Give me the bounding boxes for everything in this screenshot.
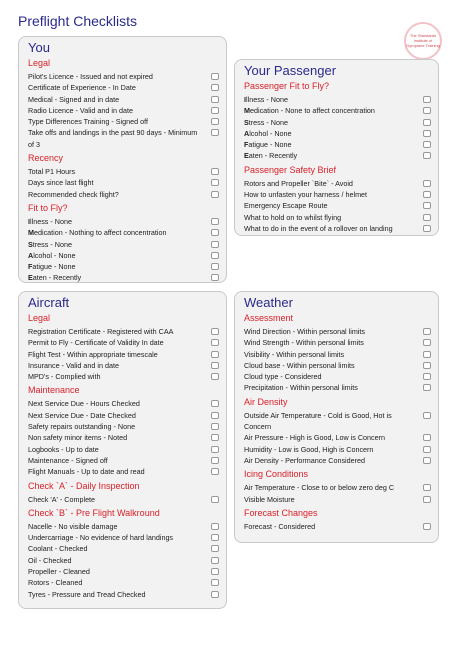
checkbox[interactable] [423, 446, 431, 453]
checkbox[interactable] [423, 328, 431, 335]
checklist-item-label [28, 239, 211, 250]
item-text: edication - Nothing to affect concentration [34, 228, 167, 238]
item-text: Medical - Signed and in date [28, 94, 120, 104]
checklist-item [244, 212, 431, 223]
checklist-item-label [244, 521, 423, 532]
checklist-item-label [28, 360, 211, 371]
checklist-item [28, 360, 219, 371]
item-text: Humidity - Low is Good, High is Concern [244, 444, 374, 454]
checklist-item [28, 177, 219, 188]
item-text: Radio Licence - Valid and in date [28, 105, 133, 115]
item-text: MPD's - Complied with [28, 372, 101, 382]
panel-title: Weather [244, 295, 293, 310]
section-heading: Check `A` - Daily Inspection [28, 480, 140, 491]
item-text: Undercarriage - No evidence of hard landings [28, 533, 174, 543]
item-text: Visible Moisture [244, 494, 295, 504]
checklist-item-label [244, 128, 423, 139]
checklist-item-label [244, 371, 423, 382]
section-heading: Forecast Changes [244, 507, 318, 518]
section-heading: Air Density [244, 396, 288, 407]
checklist-item [244, 150, 431, 161]
checklist-item [28, 189, 219, 200]
checklist-item-label [28, 326, 211, 337]
checklist-item [28, 455, 219, 466]
mnemonic-letter: M [28, 228, 34, 238]
checkbox[interactable] [211, 218, 219, 225]
checklist-item [28, 239, 219, 250]
item-text: atigue - None [32, 262, 76, 272]
checkbox[interactable] [423, 523, 431, 530]
checklist-item [28, 577, 219, 588]
checklist-item [244, 94, 431, 105]
checklist-item [28, 82, 219, 93]
checklist-item [244, 494, 431, 505]
checklist-item-label [244, 105, 423, 116]
checklist-item-label [28, 127, 211, 150]
checklist-item [28, 521, 219, 532]
checklist-item-label [244, 189, 423, 200]
checklist-item-label [244, 223, 423, 234]
checklist-item-label [28, 349, 211, 360]
checklist-item [28, 261, 219, 272]
checklist-item [244, 444, 431, 455]
checkbox[interactable] [211, 400, 219, 407]
checklist-item-label [28, 261, 211, 272]
mnemonic-letter: A [28, 250, 34, 260]
checkbox[interactable] [423, 362, 431, 369]
section-heading: Passenger Safety Brief [244, 164, 337, 175]
checklist-item [28, 532, 219, 543]
item-text: Outside Air Temperature - Cold is Good, Hot is Concern [244, 410, 392, 432]
checklist-item [244, 410, 431, 433]
checkbox[interactable] [211, 229, 219, 236]
checklist-item-label [28, 371, 211, 382]
checkbox[interactable] [211, 263, 219, 270]
checklist-item-label [28, 116, 211, 127]
checkbox[interactable] [211, 523, 219, 530]
checklist-item [28, 410, 219, 421]
panel-title: Aircraft [28, 295, 70, 310]
checklist-item-label [28, 71, 211, 82]
checklist-item-label [244, 200, 423, 211]
checklist-item [244, 223, 431, 234]
item-text: lcohol - None [249, 128, 292, 138]
item-text: lcohol - None [33, 250, 76, 260]
panel-title: Your Passenger [244, 63, 337, 78]
checklist-item [28, 543, 219, 554]
item-text: Nacelle - No visible damage [28, 521, 118, 531]
item-text: Next Service Due - Date Checked [28, 410, 136, 420]
section-heading: Legal [28, 58, 51, 68]
checklist-item-label [244, 94, 423, 105]
checklist-item-label [244, 326, 423, 337]
checklist-item [244, 189, 431, 200]
checklist-item-label [244, 212, 423, 223]
checkbox[interactable] [423, 96, 431, 103]
checklist-item-label [28, 337, 211, 348]
panel-your-passenger [234, 59, 439, 236]
checklist-item-label [28, 532, 211, 543]
checkbox[interactable] [423, 384, 431, 391]
checklist-item-label [28, 566, 211, 577]
checklist-item-label [28, 521, 211, 532]
item-text: llness - None [30, 216, 72, 226]
checklist-item-label [244, 360, 423, 371]
checklist-item [28, 227, 219, 238]
checklist-item-label [28, 250, 211, 261]
checklist-item [244, 200, 431, 211]
checklist-item-label [244, 117, 423, 128]
checklist-item [244, 105, 431, 116]
checkbox[interactable] [211, 96, 219, 103]
checkbox[interactable] [423, 130, 431, 137]
item-text: Rotors - Cleaned [28, 578, 83, 588]
checkbox[interactable] [423, 339, 431, 346]
checklist-item [28, 494, 219, 505]
institute-logo [404, 22, 442, 60]
checkbox[interactable] [211, 468, 219, 475]
item-text: Visibility - Within personal limits [244, 349, 345, 359]
checkbox[interactable] [423, 119, 431, 126]
checkbox[interactable] [211, 568, 219, 575]
mnemonic-letter: I [28, 216, 30, 226]
checklist-item-label [28, 589, 211, 600]
checklist-item-label [28, 455, 211, 466]
checklist-item-label [244, 349, 423, 360]
checklist-item-label [244, 444, 423, 455]
checkbox[interactable] [423, 152, 431, 159]
checklist-item [244, 432, 431, 443]
checklist-item-label [244, 494, 423, 505]
checklist-item [28, 272, 219, 283]
item-text: Non safety minor items - Noted [28, 433, 128, 443]
checklist-item-label [28, 466, 211, 477]
item-text: Oil - Checked [28, 555, 72, 565]
checklist-item [244, 139, 431, 150]
checklist-item [28, 127, 219, 150]
checkbox[interactable] [211, 446, 219, 453]
checklist-item-label [244, 139, 423, 150]
checkbox[interactable] [211, 591, 219, 598]
item-text: Wind Direction - Within personal limits [244, 327, 366, 336]
checkbox[interactable] [211, 107, 219, 114]
checkbox[interactable] [423, 412, 431, 419]
checkbox[interactable] [211, 557, 219, 564]
mnemonic-letter: I [244, 95, 246, 104]
checklist-item [244, 178, 431, 189]
checklist-item [28, 398, 219, 409]
checkbox[interactable] [211, 118, 219, 125]
mnemonic-letter: F [244, 140, 249, 150]
panel-title: You [28, 40, 50, 55]
checklist-item-label [28, 444, 211, 455]
checkbox[interactable] [423, 214, 431, 221]
section-heading: Passenger Fit to Fly? [244, 81, 330, 91]
checklist-item [244, 337, 431, 348]
checklist-item [28, 589, 219, 600]
item-text: Total P1 Hours [28, 167, 76, 177]
checklist-item [244, 349, 431, 360]
item-text: Air Density - Performance Considered [244, 455, 366, 465]
checklist-item [28, 94, 219, 105]
checkbox[interactable] [423, 191, 431, 198]
mnemonic-letter: A [244, 128, 250, 138]
checklist-item [28, 337, 219, 348]
checklist-item-label [28, 189, 211, 200]
checklist-item-label [28, 82, 211, 93]
section-heading: Maintenance [28, 385, 80, 396]
checkbox[interactable] [423, 457, 431, 464]
checkbox[interactable] [423, 496, 431, 503]
checklist-item [28, 250, 219, 261]
checklist-item-label [28, 166, 211, 177]
item-text: Registration Certificate - Registered with CAA [28, 327, 174, 336]
checklist-item-label [244, 382, 423, 393]
item-text: Rotors and Propeller `Bite` - Avoid [244, 178, 353, 188]
checklist-item-label [28, 177, 211, 188]
checkbox[interactable] [423, 107, 431, 114]
checkbox[interactable] [423, 180, 431, 187]
checkbox[interactable] [211, 351, 219, 358]
checkbox[interactable] [423, 434, 431, 441]
item-text: Certificate of Experience - In Date [28, 83, 136, 93]
item-text: Emergency Escape Route [244, 201, 328, 211]
checkbox[interactable] [211, 496, 219, 503]
checkbox[interactable] [211, 328, 219, 335]
checkbox[interactable] [423, 141, 431, 148]
item-text: Logbooks - Up to date [28, 444, 99, 454]
item-text: aten - Recently [248, 151, 298, 161]
item-text: tress - None [32, 239, 72, 249]
mnemonic-letter: E [244, 151, 249, 161]
item-text: What to do in the event of a rollover on landing [244, 223, 393, 233]
page-title: Preflight Checklists [18, 13, 138, 29]
item-text: Coolant - Checked [28, 544, 88, 554]
checkbox[interactable] [211, 339, 219, 346]
item-text: Maintenance - Signed off [28, 455, 108, 465]
checkbox[interactable] [211, 373, 219, 380]
checkbox[interactable] [423, 351, 431, 358]
item-text: llness - None [246, 95, 288, 104]
panel-you [18, 36, 227, 283]
checklist-item [244, 521, 431, 532]
checklist-item [28, 326, 219, 337]
checklist-item [244, 128, 431, 139]
item-text: Next Service Due - Hours Checked [28, 399, 140, 409]
section-heading: Recency [28, 153, 64, 164]
checklist-item [28, 166, 219, 177]
checklist-item-label [244, 432, 423, 443]
mnemonic-letter: S [28, 239, 33, 249]
mnemonic-letter: F [28, 262, 33, 272]
checklist-item [28, 371, 219, 382]
checklist-item-label [28, 227, 211, 238]
checklist-item-label [244, 178, 423, 189]
checkbox[interactable] [211, 129, 219, 136]
checklist-item-label [28, 543, 211, 554]
checkbox[interactable] [211, 579, 219, 586]
checklist-item [28, 116, 219, 127]
checklist-item [244, 117, 431, 128]
checklist-item-label [28, 577, 211, 588]
checklist-item-label [28, 421, 211, 432]
item-text: tress - None [248, 117, 288, 127]
item-text: edication - None to affect concentration [250, 106, 375, 116]
section-heading: Fit to Fly? [28, 202, 68, 213]
logo-text: The Standards Institute of Gyroplane Training [406, 33, 440, 48]
checkbox[interactable] [211, 252, 219, 259]
checklist-item-label [244, 410, 423, 433]
checklist-item-label [28, 410, 211, 421]
checkbox[interactable] [211, 362, 219, 369]
item-text: Insurance - Valid and in date [28, 360, 119, 370]
item-text: Days since last flight [28, 178, 94, 188]
item-text: Air Temperature - Close to or below zero deg C [244, 483, 395, 493]
checklist-item [244, 455, 431, 466]
item-text: Flight Test - Within appropriate timescale [28, 349, 158, 359]
checkbox[interactable] [211, 434, 219, 441]
checklist-item-label [244, 337, 423, 348]
item-text: Tyres - Pressure and Tread Checked [28, 589, 146, 599]
checklist-item-label [28, 432, 211, 443]
checkbox[interactable] [211, 274, 219, 281]
checkbox[interactable] [423, 373, 431, 380]
checkbox[interactable] [211, 534, 219, 541]
checklist-item [244, 382, 431, 393]
checkbox[interactable] [211, 545, 219, 552]
checklist-item [28, 421, 219, 432]
panel-aircraft [18, 291, 227, 609]
section-heading: Icing Conditions [244, 469, 309, 480]
item-text: Cloud base - Within personal limits [244, 360, 355, 370]
item-text: Forecast - Considered [244, 521, 316, 531]
item-text: Permit to Fly - Certificate of Validity In date [28, 338, 164, 348]
section-heading: Assessment [244, 313, 294, 323]
checklist-item-label [28, 398, 211, 409]
item-text: Pilot's Licence - Issued and not expired [28, 72, 153, 81]
item-text: Type Differences Training - Signed off [28, 117, 148, 127]
section-heading: Legal [28, 313, 51, 323]
checklist-item-label [244, 455, 423, 466]
checkbox[interactable] [211, 73, 219, 80]
item-text: Air Pressure - High is Good, Low is Concern [244, 433, 386, 443]
mnemonic-letter: M [244, 106, 250, 116]
checklist-item [28, 432, 219, 443]
checkbox[interactable] [423, 225, 431, 232]
checklist-item [28, 105, 219, 116]
checkbox[interactable] [423, 202, 431, 209]
checklist-item-label [28, 494, 211, 505]
panel-weather [234, 291, 439, 543]
section-heading: Check `B` - Pre Flight Walkround [28, 507, 160, 518]
checkbox[interactable] [211, 179, 219, 186]
checklist-item-label [244, 482, 423, 493]
item-text: Precipitation - Within personal limits [244, 383, 358, 393]
checkbox[interactable] [211, 457, 219, 464]
item-text: Check 'A' - Complete [28, 494, 96, 504]
item-text: aten - Recently [32, 273, 82, 283]
checklist-item [28, 71, 219, 82]
item-text: Safety repairs outstanding - None [28, 422, 136, 432]
checklist-item-label [28, 105, 211, 116]
checkbox[interactable] [211, 241, 219, 248]
checklist-item [28, 349, 219, 360]
item-text: Wind Strength - Within personal limits [244, 338, 364, 348]
checklist-item [244, 326, 431, 337]
checklist-item-label [28, 272, 211, 283]
checkbox[interactable] [211, 84, 219, 91]
checklist-item [28, 555, 219, 566]
checklist-item [244, 360, 431, 371]
checkbox[interactable] [211, 168, 219, 175]
checklist-item-label [244, 150, 423, 161]
checkbox[interactable] [211, 191, 219, 198]
mnemonic-letter: E [28, 273, 33, 283]
checkbox[interactable] [211, 423, 219, 430]
checklist-item [244, 371, 431, 382]
item-text: What to hold on to whilst flying [244, 212, 342, 222]
item-text: Take offs and landings in the past 90 days - Minimum of 3 [28, 128, 198, 149]
item-text: How to unfasten your harness / helmet [244, 190, 368, 200]
item-text: atigue - None [248, 140, 292, 150]
item-text: Recommended check flight? [28, 189, 119, 199]
checklist-item-label [28, 94, 211, 105]
item-text: Cloud type - Considered [244, 372, 322, 382]
checklist-item-label [28, 216, 211, 227]
checklist-item [28, 216, 219, 227]
checklist-item-label [28, 555, 211, 566]
checkbox[interactable] [423, 484, 431, 491]
mnemonic-letter: S [244, 117, 249, 127]
item-text: Flight Manuals - Up to date and read [28, 467, 145, 477]
checkbox[interactable] [211, 412, 219, 419]
checklist-item [28, 444, 219, 455]
checklist-item [28, 566, 219, 577]
checklist-item [244, 482, 431, 493]
checklist-item [28, 466, 219, 477]
item-text: Propeller - Cleaned [28, 567, 90, 577]
